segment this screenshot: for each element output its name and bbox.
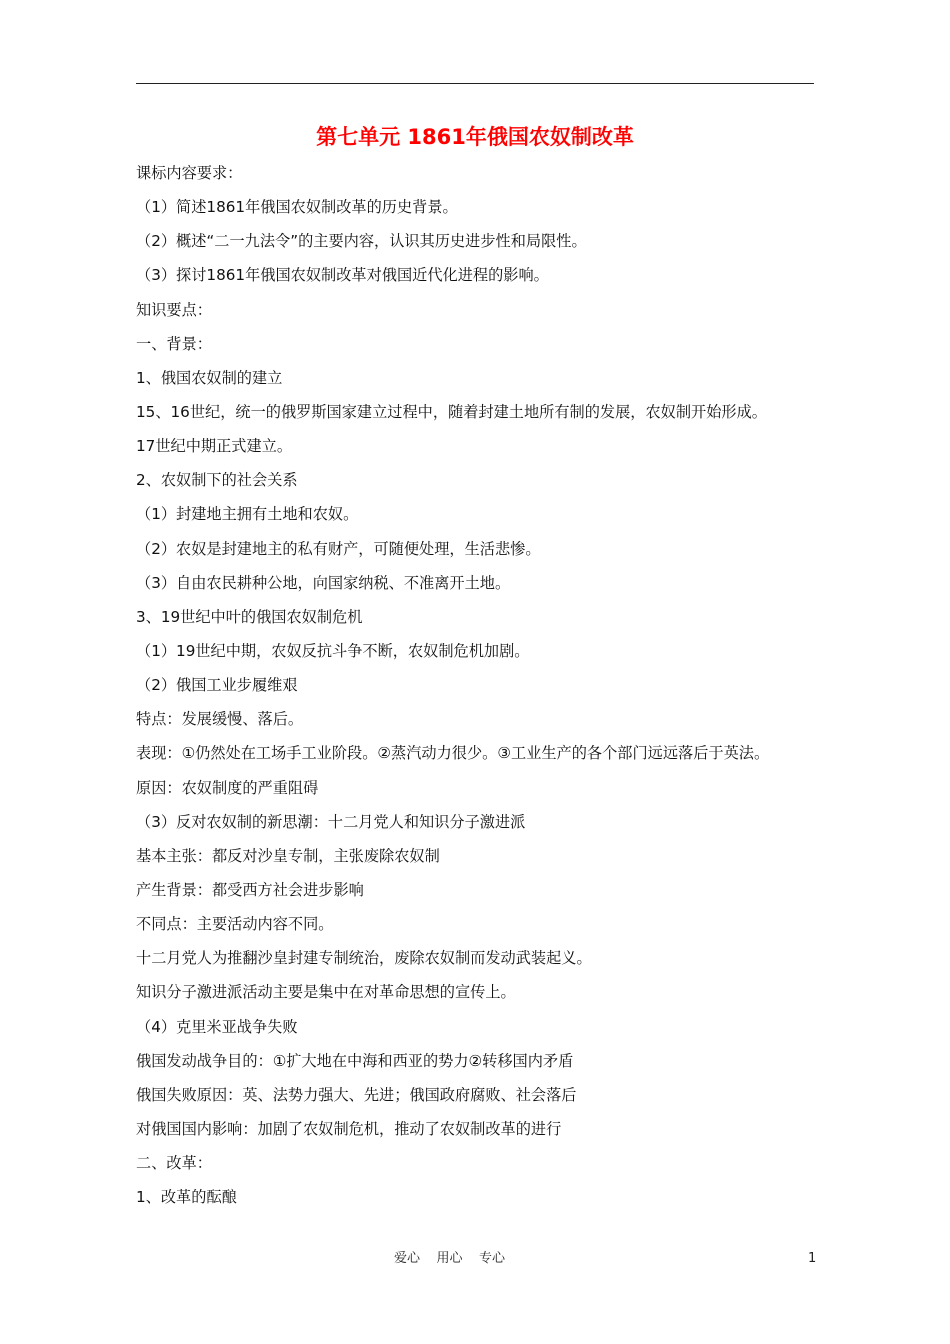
body-line: （1）简述1861年俄国农奴制改革的历史背景。 <box>136 198 458 217</box>
body-line: 17世纪中期正式建立。 <box>136 437 293 456</box>
body-line: 课标内容要求： <box>136 164 243 182</box>
body-line: 俄国发动战争目的：①扩大地在中海和西亚的势力②转移国内矛盾 <box>136 1051 574 1070</box>
body-line: 3、19世纪中叶的俄国农奴制危机 <box>136 607 363 626</box>
body-line: 俄国失败原因：英、法势力强大、先进；俄国政府腐败、社会落后 <box>136 1085 577 1104</box>
body-line: （4）克里米亚战争失败 <box>136 1017 298 1036</box>
body-line: 基本主张：都反对沙皇专制，主张废除农奴制 <box>136 846 440 865</box>
page-number: 1 <box>808 1251 817 1266</box>
body-line: 1、俄国农奴制的建立 <box>136 368 283 387</box>
page-footer <box>0 1247 950 1271</box>
body-line: 知识分子激进派活动主要是集中在对革命思想的宣传上。 <box>136 983 516 1002</box>
body-line: 知识要点： <box>136 300 212 319</box>
header-divider <box>136 83 814 84</box>
body-line: 2、农奴制下的社会关系 <box>136 471 298 490</box>
body-line: 原因：农奴制度的严重阻碍 <box>136 778 319 797</box>
document-title: 第七单元 1861年俄国农奴制改革 <box>316 125 634 149</box>
body-line: 特点：发展缓慢、落后。 <box>136 710 304 729</box>
body-line: （3）自由农民耕种公地，向国家纳税、不准离开土地。 <box>136 573 511 592</box>
body-line: 产生背景：都受西方社会进步影响 <box>136 880 364 899</box>
document-body <box>136 160 826 1218</box>
body-line: 一、背景： <box>136 334 212 353</box>
body-line: 15、16世纪，统一的俄罗斯国家建立过程中，随着封建土地所有制的发展，农奴制开始形成。 <box>136 402 767 421</box>
body-line: 十二月党人为推翻沙皇封建专制统治，废除农奴制而发动武装起义。 <box>136 949 592 968</box>
body-line: 表现：①仍然处在工场手工业阶段。②蒸汽动力很少。③工业生产的各个部门远远落后于英法。 <box>136 744 770 763</box>
body-line: 1、改革的酝酿 <box>136 1188 237 1207</box>
body-line: （2）俄国工业步履维艰 <box>136 676 298 695</box>
body-line: （1）19世纪中期，农奴反抗斗争不断，农奴制危机加剧。 <box>136 641 530 660</box>
body-line: 对俄国国内影响：加剧了农奴制危机，推动了农奴制改革的进行 <box>136 1119 562 1138</box>
footer-motto: 爱心 用心 专心 <box>394 1251 506 1266</box>
body-line: 二、改革： <box>136 1154 212 1173</box>
body-line: （2）概述“二一九法令”的主要内容，认识其历史进步性和局限性。 <box>136 232 587 251</box>
body-line: （1）封建地主拥有土地和农奴。 <box>136 505 359 524</box>
body-line: （3）反对农奴制的新思潮：十二月党人和知识分子激进派 <box>136 812 526 831</box>
body-line: （3）探讨1861年俄国农奴制改革对俄国近代化进程的影响。 <box>136 266 549 285</box>
body-line: 不同点：主要活动内容不同。 <box>136 915 334 934</box>
body-line: （2）农奴是封建地主的私有财产，可随便处理，生活悲惨。 <box>136 539 541 558</box>
